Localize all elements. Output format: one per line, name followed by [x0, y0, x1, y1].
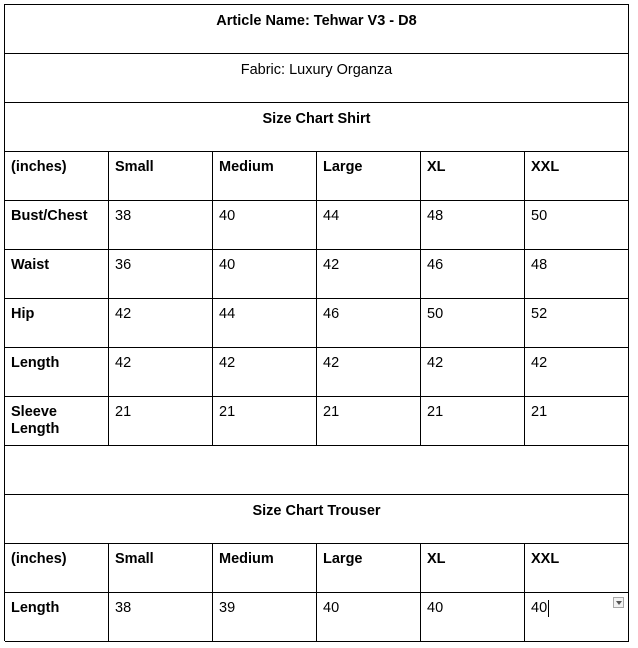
- value-cell[interactable]: 42: [421, 348, 525, 397]
- value-cell[interactable]: 46: [317, 299, 421, 348]
- row-label-cell[interactable]: Sleeve Length: [5, 397, 109, 446]
- value-cell[interactable]: 52: [525, 299, 629, 348]
- value-cell[interactable]: 40: [421, 593, 525, 642]
- shirt-col-header[interactable]: XL: [421, 152, 525, 201]
- value-cell[interactable]: 50: [421, 299, 525, 348]
- fabric-row: [5, 54, 629, 103]
- shirt-title-cell[interactable]: Size Chart Shirt: [5, 103, 629, 152]
- shirt-col-header[interactable]: Small: [109, 152, 213, 201]
- shirt-col-header[interactable]: Large: [317, 152, 421, 201]
- row-label-cell[interactable]: Hip: [5, 299, 109, 348]
- shirt-title-row: [5, 103, 629, 152]
- row-label-cell[interactable]: Length: [5, 593, 109, 642]
- value-cell[interactable]: 21: [317, 397, 421, 446]
- value-cell[interactable]: 21: [525, 397, 629, 446]
- trouser-col-header[interactable]: XXL: [525, 544, 629, 593]
- value-cell[interactable]: 38: [109, 201, 213, 250]
- value-cell[interactable]: 42: [525, 348, 629, 397]
- shirt-col-header[interactable]: (inches): [5, 152, 109, 201]
- value-cell[interactable]: 42: [213, 348, 317, 397]
- value-cell[interactable]: 40: [317, 593, 421, 642]
- shirt-row-length: [5, 348, 629, 397]
- shirt-col-header[interactable]: Medium: [213, 152, 317, 201]
- value-cell[interactable]: 48: [525, 250, 629, 299]
- fabric-cell[interactable]: Fabric: Luxury Organza: [5, 54, 629, 103]
- active-cell-text: 40: [531, 600, 548, 616]
- active-value-cell[interactable]: [525, 593, 629, 642]
- trouser-col-header[interactable]: Small: [109, 544, 213, 593]
- trouser-row-length: [5, 593, 629, 642]
- value-cell[interactable]: 40: [213, 201, 317, 250]
- text-cursor: [548, 600, 549, 617]
- value-cell[interactable]: 42: [317, 250, 421, 299]
- empty-cell[interactable]: [5, 446, 629, 495]
- size-chart-table: [4, 4, 629, 641]
- value-cell[interactable]: 40: [213, 250, 317, 299]
- trouser-col-header[interactable]: Medium: [213, 544, 317, 593]
- value-cell[interactable]: 42: [109, 299, 213, 348]
- shirt-row-sleeve: [5, 397, 629, 446]
- value-cell[interactable]: 21: [213, 397, 317, 446]
- shirt-row-hip: [5, 299, 629, 348]
- value-cell[interactable]: 39: [213, 593, 317, 642]
- article-name-cell[interactable]: Article Name: Tehwar V3 - D8: [5, 5, 629, 54]
- value-cell[interactable]: 42: [317, 348, 421, 397]
- value-cell[interactable]: 46: [421, 250, 525, 299]
- trouser-title-cell[interactable]: Size Chart Trouser: [5, 495, 629, 544]
- row-label-cell[interactable]: Waist: [5, 250, 109, 299]
- trouser-title-row: [5, 495, 629, 544]
- article-name-row: [5, 5, 629, 54]
- empty-spacer-row: [5, 446, 629, 495]
- dropdown-arrow-icon[interactable]: [613, 597, 624, 608]
- value-cell[interactable]: 44: [213, 299, 317, 348]
- value-cell[interactable]: 38: [109, 593, 213, 642]
- value-cell[interactable]: 21: [421, 397, 525, 446]
- row-label-cell[interactable]: Bust/Chest: [5, 201, 109, 250]
- shirt-row-bust: [5, 201, 629, 250]
- value-cell[interactable]: 36: [109, 250, 213, 299]
- value-cell[interactable]: 44: [317, 201, 421, 250]
- value-cell[interactable]: 50: [525, 201, 629, 250]
- trouser-header-row: [5, 544, 629, 593]
- row-label-cell[interactable]: Length: [5, 348, 109, 397]
- value-cell[interactable]: 48: [421, 201, 525, 250]
- trouser-col-header[interactable]: Large: [317, 544, 421, 593]
- trouser-col-header[interactable]: XL: [421, 544, 525, 593]
- value-cell[interactable]: 42: [109, 348, 213, 397]
- trouser-col-header[interactable]: (inches): [5, 544, 109, 593]
- shirt-header-row: [5, 152, 629, 201]
- shirt-row-waist: [5, 250, 629, 299]
- value-cell[interactable]: 21: [109, 397, 213, 446]
- shirt-col-header[interactable]: XXL: [525, 152, 629, 201]
